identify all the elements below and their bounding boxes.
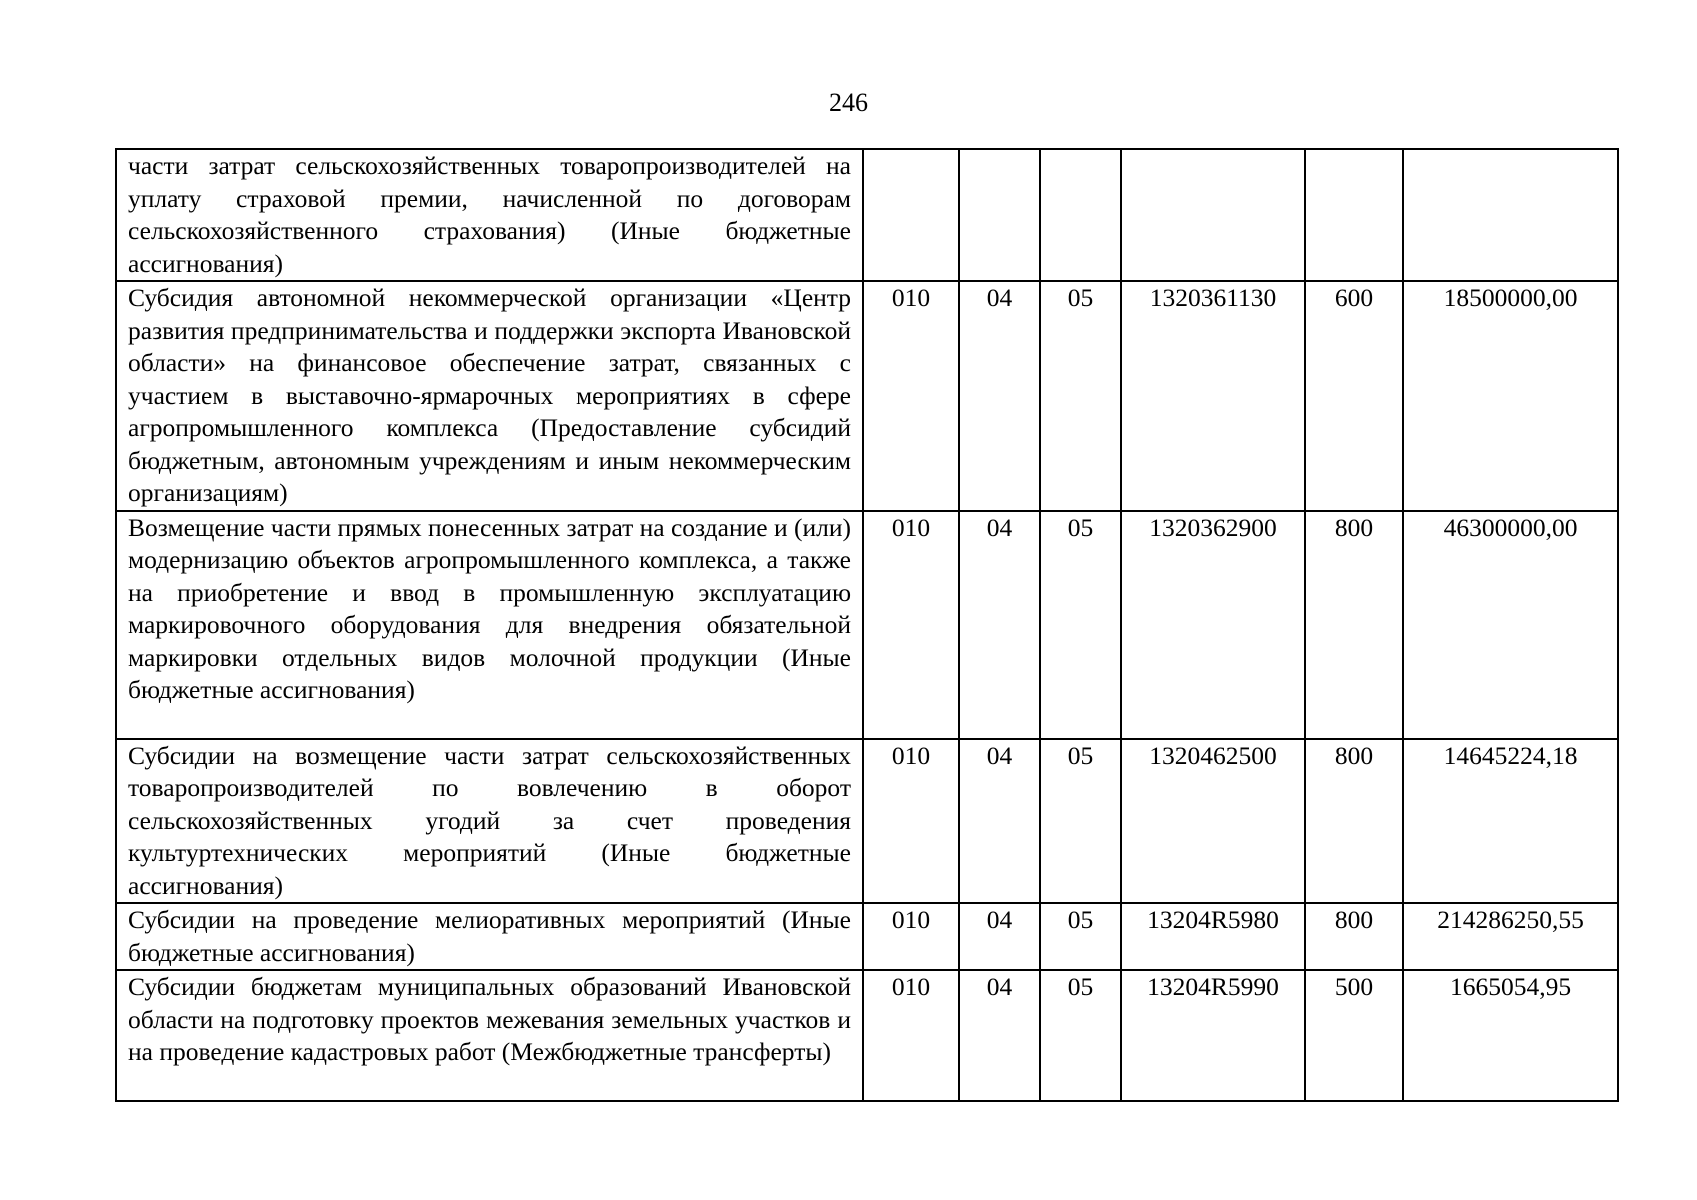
row-description: Субсидии на проведение мелиоративных мероприятий (Иные бюджетные ассигнования) xyxy=(116,903,863,970)
amount: 1665054,95 xyxy=(1403,970,1618,1101)
ministry-code xyxy=(863,149,959,281)
target-article-code xyxy=(1121,149,1305,281)
row-description: Возмещение части прямых понесенных затрат на создание и (или) модернизацию объектов агропромышленного комплекса, а также на приобретение и ввод в промышленную эксплуатацию маркировочного оборудования для внедрения обязательной маркировки отдельных видов молочной продукции (Иные бюджетные ассигнования) xyxy=(116,511,863,739)
ministry-code: 010 xyxy=(863,511,959,739)
section-code: 04 xyxy=(959,903,1040,970)
budget-table xyxy=(115,148,1619,1102)
expense-type-code: 800 xyxy=(1305,739,1403,904)
amount: 46300000,00 xyxy=(1403,511,1618,739)
amount: 18500000,00 xyxy=(1403,281,1618,511)
subsection-code: 05 xyxy=(1040,511,1121,739)
expense-type-code: 800 xyxy=(1305,903,1403,970)
table-row xyxy=(116,970,1618,1101)
row-description: Субсидия автономной некоммерческой организации «Центр развития предпринимательства и поддержки экспорта Ивановской области» на финансовое обеспечение затрат, связанных с участием в выставочно-ярмарочных мероприятиях в сфере агропромышленного комплекса (Предоставление субсидий бюджетным, автономным учреждениям и иным некоммерческим организациям) xyxy=(116,281,863,511)
expense-type-code xyxy=(1305,149,1403,281)
section-code: 04 xyxy=(959,970,1040,1101)
amount xyxy=(1403,149,1618,281)
subsection-code: 05 xyxy=(1040,281,1121,511)
expense-type-code: 800 xyxy=(1305,511,1403,739)
table-row xyxy=(116,903,1618,970)
subsection-code xyxy=(1040,149,1121,281)
table-row xyxy=(116,281,1618,511)
ministry-code: 010 xyxy=(863,970,959,1101)
table-row xyxy=(116,149,1618,281)
expense-type-code: 500 xyxy=(1305,970,1403,1101)
target-article-code: 13204R5990 xyxy=(1121,970,1305,1101)
row-description: Субсидии бюджетам муниципальных образований Ивановской области на подготовку проектов межевания земельных участков и на проведение кадастровых работ (Межбюджетные трансферты) xyxy=(116,970,863,1101)
ministry-code: 010 xyxy=(863,281,959,511)
amount: 14645224,18 xyxy=(1403,739,1618,904)
ministry-code: 010 xyxy=(863,739,959,904)
target-article-code: 1320462500 xyxy=(1121,739,1305,904)
section-code: 04 xyxy=(959,739,1040,904)
table-row xyxy=(116,739,1618,904)
target-article-code: 1320361130 xyxy=(1121,281,1305,511)
row-description: части затрат сельскохозяйственных товаропроизводителей на уплату страховой премии, начисленной по договорам сельскохозяйственного страхования) (Иные бюджетные ассигнования) xyxy=(116,149,863,281)
ministry-code: 010 xyxy=(863,903,959,970)
section-code xyxy=(959,149,1040,281)
subsection-code: 05 xyxy=(1040,970,1121,1101)
page-number: 246 xyxy=(829,88,868,117)
target-article-code: 1320362900 xyxy=(1121,511,1305,739)
row-description: Субсидии на возмещение части затрат сельскохозяйственных товаропроизводителей по вовлечению в оборот сельскохозяйственных угодий за счет проведения культуртехнических мероприятий (Иные бюджетные ассигнования) xyxy=(116,739,863,904)
amount: 214286250,55 xyxy=(1403,903,1618,970)
section-code: 04 xyxy=(959,511,1040,739)
table-row xyxy=(116,511,1618,739)
expense-type-code: 600 xyxy=(1305,281,1403,511)
section-code: 04 xyxy=(959,281,1040,511)
subsection-code: 05 xyxy=(1040,739,1121,904)
subsection-code: 05 xyxy=(1040,903,1121,970)
target-article-code: 13204R5980 xyxy=(1121,903,1305,970)
